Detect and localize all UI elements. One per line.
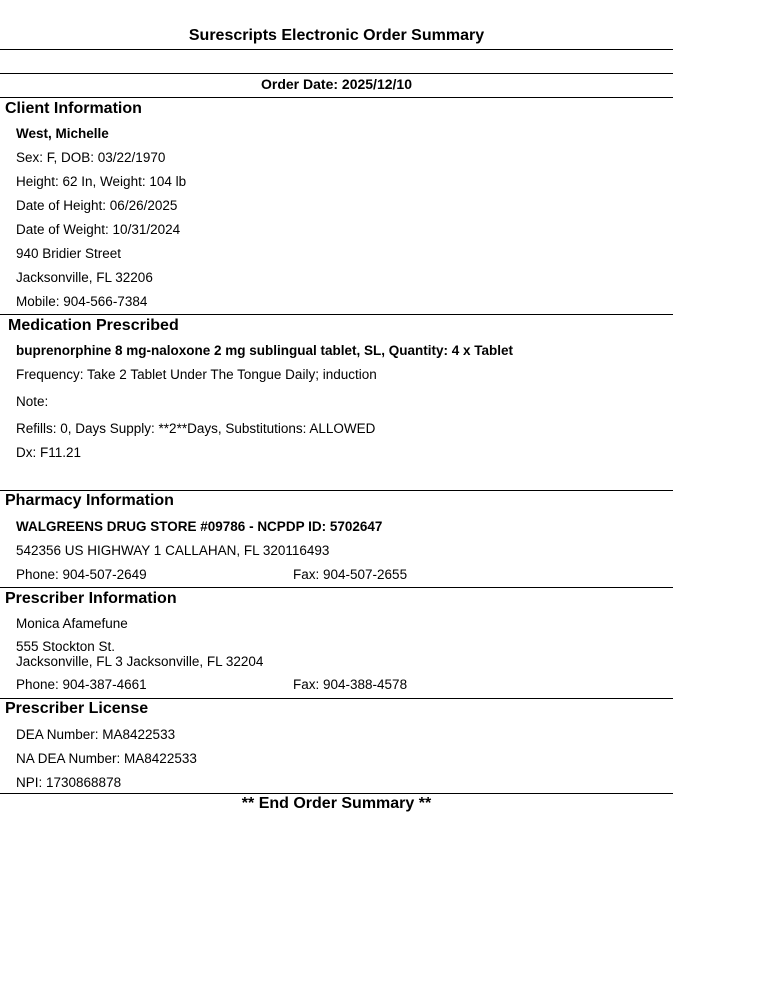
medication-frequency: Frequency: Take 2 Tablet Under The Tongue Daily; induction xyxy=(16,367,377,382)
divider xyxy=(0,97,673,98)
client-mobile: Mobile: 904-566-7384 xyxy=(16,294,148,309)
prescriber-license-heading: Prescriber License xyxy=(5,700,149,717)
pharmacy-name: WALGREENS DRUG STORE #09786 - NCPDP ID: 5702647 xyxy=(16,519,383,534)
medication-dx: Dx: F11.21 xyxy=(16,445,82,460)
medication-prescribed-heading: Medication Prescribed xyxy=(8,317,179,334)
license-npi: NPI: 1730868878 xyxy=(16,775,122,790)
document-title: Surescripts Electronic Order Summary xyxy=(188,27,485,44)
prescriber-phone: Phone: 904-387-4661 xyxy=(16,677,147,692)
medication-refills: Refills: 0, Days Supply: **2**Days, Substitutions: ALLOWED xyxy=(16,421,376,436)
client-name: West, Michelle xyxy=(16,126,109,141)
client-height-weight: Height: 62 In, Weight: 104 lb xyxy=(16,174,187,189)
divider xyxy=(0,698,673,699)
medication-drug: buprenorphine 8 mg-naloxone 2 mg sublingual tablet, SL, Quantity: 4 x Tablet xyxy=(16,343,514,358)
pharmacy-fax: Fax: 904-507-2655 xyxy=(293,567,408,582)
license-na-dea-number: NA DEA Number: MA8422533 xyxy=(16,751,197,766)
client-street: 940 Bridier Street xyxy=(16,246,122,261)
pharmacy-information-heading: Pharmacy Information xyxy=(5,492,174,509)
divider xyxy=(0,73,673,74)
prescriber-city-line: Jacksonville, FL 3 Jacksonville, FL 32204 xyxy=(16,654,264,669)
client-information-heading: Client Information xyxy=(5,100,142,117)
prescriber-fax: Fax: 904-388-4578 xyxy=(293,677,408,692)
license-dea-number: DEA Number: MA8422533 xyxy=(16,727,176,742)
end-of-summary: ** End Order Summary ** xyxy=(241,795,432,812)
divider xyxy=(0,793,673,794)
divider xyxy=(0,49,673,50)
client-date-of-weight: Date of Weight: 10/31/2024 xyxy=(16,222,181,237)
divider xyxy=(0,490,673,491)
prescriber-street: 555 Stockton St. xyxy=(16,639,116,654)
client-sex-dob: Sex: F, DOB: 03/22/1970 xyxy=(16,150,166,165)
medication-note: Note: xyxy=(16,394,49,409)
client-date-of-height: Date of Height: 06/26/2025 xyxy=(16,198,178,213)
divider xyxy=(0,587,673,588)
pharmacy-address: 542356 US HIGHWAY 1 CALLAHAN, FL 320116493 xyxy=(16,543,330,558)
order-date: Order Date: 2025/12/10 xyxy=(261,76,412,92)
pharmacy-phone: Phone: 904-507-2649 xyxy=(16,567,147,582)
client-city-state-zip: Jacksonville, FL 32206 xyxy=(16,270,153,285)
divider xyxy=(0,314,673,315)
prescriber-name: Monica Afamefune xyxy=(16,616,128,631)
prescriber-information-heading: Prescriber Information xyxy=(5,590,177,607)
